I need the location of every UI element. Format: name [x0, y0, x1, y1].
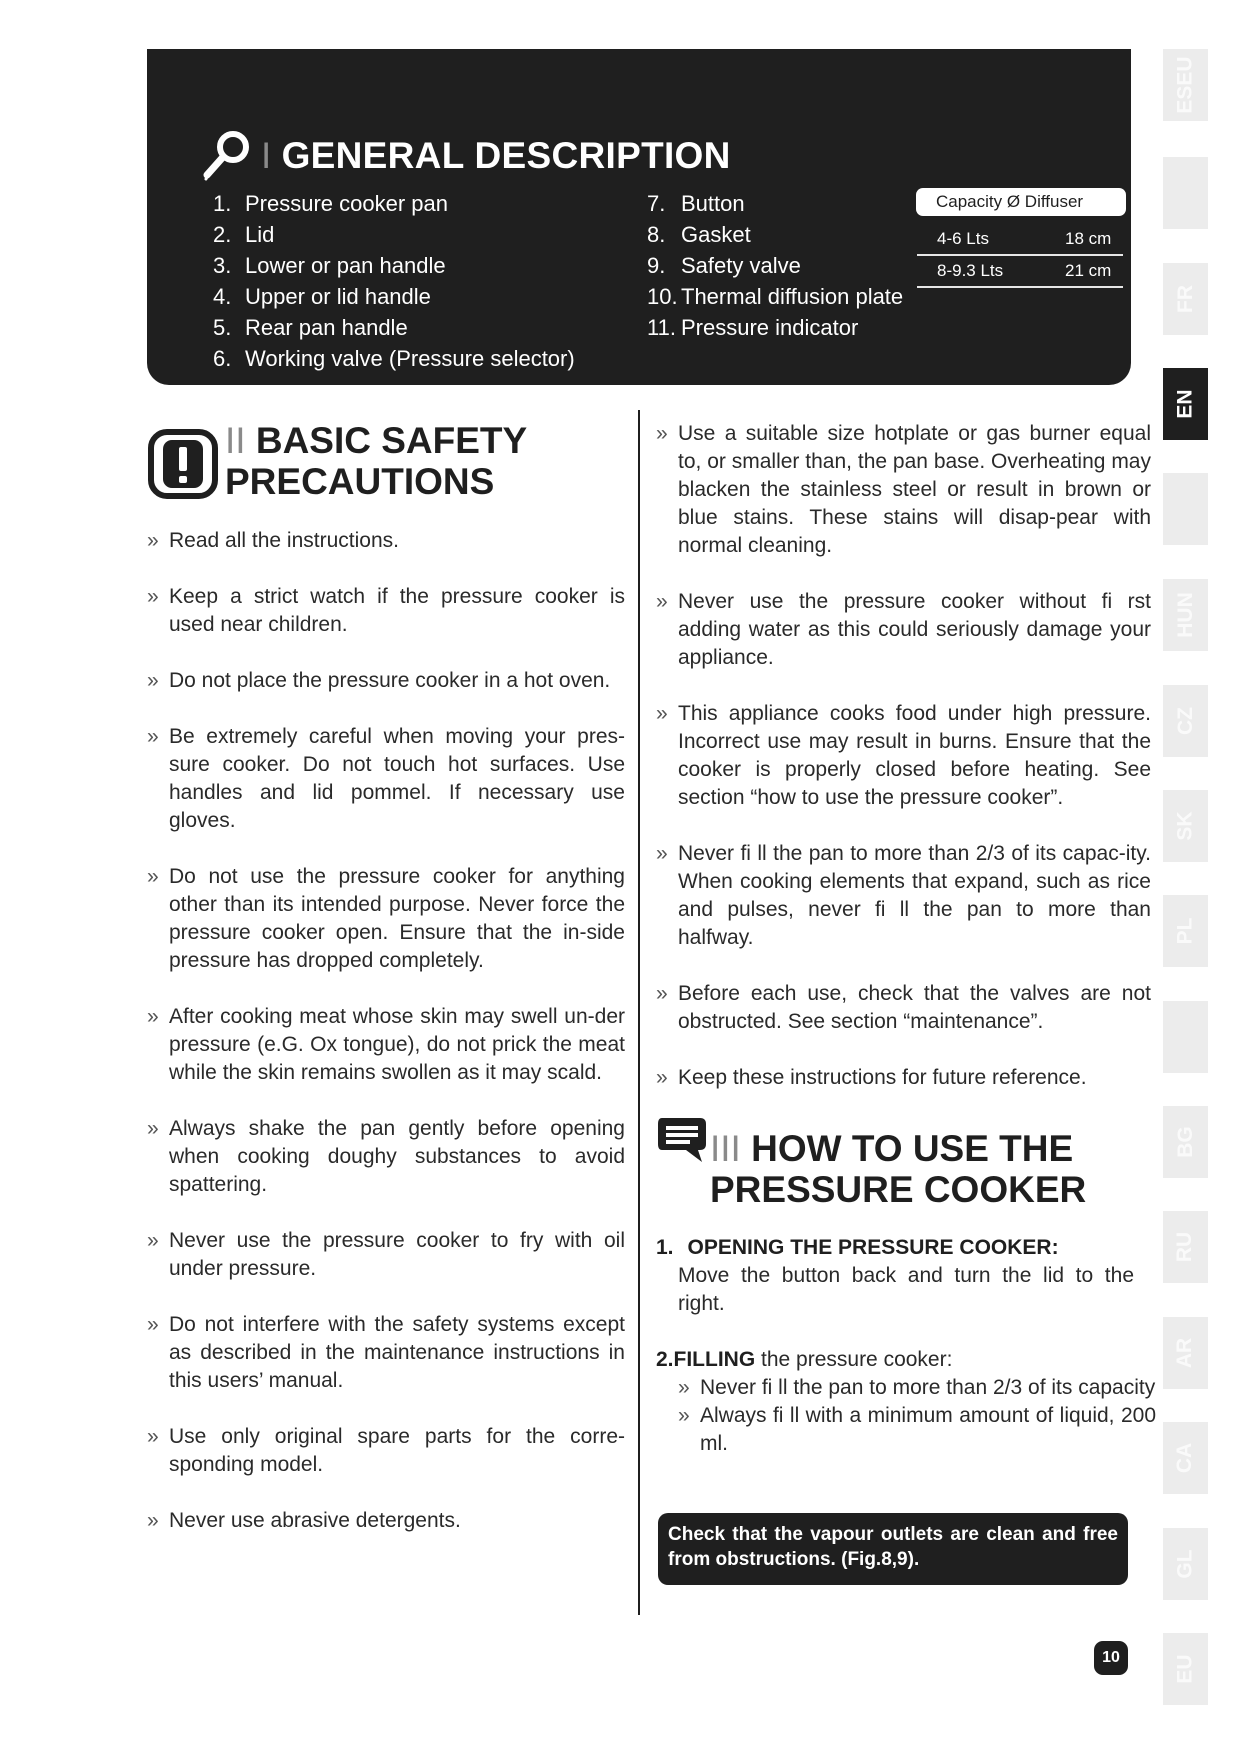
step-filling	[656, 1346, 1156, 1458]
list-item: » Use a suitable size hotplate or gas burner equal to, or smaller than, the pan base. Overheating may blacken the stainless steel or result in brown or blue stains. These stains will disap-pear with normal cleaning.	[656, 422, 1151, 557]
step-text: Move the button back and turn the lid to the right.	[678, 1264, 1134, 1315]
list-item: » Never fi ll the pan to more than 2/3 of its capacity	[678, 1376, 1156, 1399]
tab-sk[interactable]: SK	[1163, 790, 1208, 862]
section-title-line2: PRECAUTIONS	[225, 461, 495, 502]
right-column	[656, 420, 1156, 1458]
list-item: 4. Upper or lid handle	[213, 284, 431, 309]
warning-icon	[147, 428, 219, 500]
list-item: 5. Rear pan handle	[213, 315, 408, 340]
list-item: 11. Pressure indicator	[647, 315, 859, 340]
section-title: GENERAL DESCRIPTION	[281, 135, 731, 176]
list-item: » Do not interfere with the safety systems except as described in the maintenance instructions in this users’ manual.	[147, 1313, 625, 1392]
tab-hun[interactable]: HUN	[1163, 579, 1208, 651]
tab-fr[interactable]: FR	[1163, 263, 1208, 335]
tab-bg[interactable]: BG	[1163, 1106, 1208, 1178]
list-item: » Keep these instructions for future reference.	[656, 1066, 1087, 1089]
capacity-table	[917, 224, 1123, 288]
list-item: » Never fi ll the pan to more than 2/3 of its capac-ity. When cooking elements that expand, such as rice and pulses, never fi ll the pan to more than halfway.	[656, 842, 1151, 949]
tab-blank[interactable]	[1163, 473, 1208, 545]
how-to-use-heading	[656, 1114, 1151, 1210]
list-item: 6. Working valve (Pressure selector)	[213, 346, 575, 371]
list-item: » Keep a strict watch if the pressure cooker is used near children.	[147, 585, 625, 636]
list-item: 1. Pressure cooker pan	[213, 191, 448, 216]
section-title-line1: BASIC SAFETY	[255, 420, 528, 461]
capacity-cell: 8-9.3 Lts	[937, 261, 1004, 280]
list-item: » Use only original spare parts for the corre-sponding model.	[147, 1425, 625, 1476]
list-item: » Read all the instructions.	[147, 529, 399, 552]
list-item: » Always shake the pan gently before opening when cooking doughy substances to avoid spattering.	[147, 1117, 625, 1196]
tab-pl[interactable]: PL	[1163, 895, 1208, 967]
tab-gl[interactable]: GL	[1163, 1528, 1208, 1600]
list-item: 9. Safety valve	[647, 253, 801, 278]
section-title-line2: PRESSURE COOKER	[710, 1169, 1087, 1210]
step-opening	[656, 1234, 1151, 1318]
list-item: » Before each use, check that the valves are not obstructed. See section “maintenance”.	[656, 982, 1151, 1033]
section-roman-numeral: III	[710, 1128, 741, 1169]
list-item: » Never use the pressure cooker to fry with oil under pressure.	[147, 1229, 625, 1280]
diffuser-cell: 18 cm	[1065, 229, 1112, 248]
list-item: » Never use the pressure cooker without fi rst adding water as this could seriously damage your appliance.	[656, 590, 1151, 669]
step-text: the pressure cooker:	[755, 1348, 953, 1371]
column-divider	[638, 410, 640, 1615]
list-item: » Always fi ll with a minimum amount of liquid, 200 ml.	[678, 1404, 1156, 1455]
tab-en[interactable]: EN	[1163, 368, 1208, 440]
page-number: 10	[1094, 1641, 1128, 1675]
tab-eu[interactable]: EU	[1163, 1633, 1208, 1705]
list-item: 10. Thermal diffusion plate	[647, 284, 904, 309]
diffuser-cell: 21 cm	[1065, 261, 1112, 280]
capacity-cell: 4-6 Lts	[937, 229, 989, 248]
step-number: 2.	[656, 1348, 674, 1371]
section-roman-numeral: I	[261, 135, 272, 176]
list-item: » Do not use the pressure cooker for anything other than its intended purpose. Never force the pressure cooker open. Ensure that the in-side pressure has dropped completely.	[147, 865, 625, 972]
tab-blank[interactable]	[1163, 157, 1208, 229]
tab-ru[interactable]: RU	[1163, 1211, 1208, 1283]
section-roman-numeral: II	[225, 420, 246, 461]
tab-ar[interactable]: AR	[1163, 1317, 1208, 1389]
tab-eseu[interactable]: ESEU	[1163, 49, 1208, 121]
tab-ca[interactable]: CA	[1163, 1422, 1208, 1494]
list-item: » This appliance cooks food under high pressure. Incorrect use may result in burns. Ensure that the cooker is properly closed before heating. See section “how to use the pressure cooker”.	[656, 702, 1151, 809]
step-heading: OPENING THE PRESSURE COOKER:	[687, 1236, 1059, 1259]
general-description-panel	[147, 49, 1131, 385]
section-title-line1: HOW TO USE THE	[751, 1128, 1074, 1169]
parts-list-right	[647, 188, 903, 343]
vapour-outlets-note: Check that the vapour outlets are clean and free from obstructions. (Fig.8,9).	[658, 1513, 1128, 1585]
list-item: 2. Lid	[213, 222, 275, 247]
basic-safety-column	[147, 420, 625, 1535]
step-heading: FILLING	[673, 1348, 756, 1371]
tab-cz[interactable]: CZ	[1163, 685, 1208, 757]
table-row	[917, 256, 1123, 288]
step-number: 1.	[656, 1236, 674, 1259]
basic-safety-heading	[147, 420, 625, 502]
list-item: » Do not place the pressure cooker in a hot oven.	[147, 669, 611, 692]
table-row	[917, 224, 1123, 256]
capacity-table-header: Capacity Ø Diffuser	[916, 188, 1126, 216]
list-item: » After cooking meat whose skin may swell un-der pressure (e.G. Ox tongue), do not prick the meat while the skin remains swollen as it may scald.	[147, 1005, 625, 1084]
general-description-heading	[199, 129, 731, 183]
list-item: 3. Lower or pan handle	[213, 253, 446, 278]
speech-bubble-icon	[656, 1114, 708, 1166]
list-item: 8. Gasket	[647, 222, 751, 247]
list-item: » Be extremely careful when moving your pres-sure cooker. Do not touch hot surfaces. Use handles and lid pommel. If necessary use gloves.	[147, 725, 625, 832]
list-item: » Never use abrasive detergents.	[147, 1509, 461, 1532]
tab-blank[interactable]	[1163, 1001, 1208, 1073]
wrench-icon	[199, 129, 253, 183]
list-item: 7. Button	[647, 191, 745, 216]
parts-list-left	[213, 188, 575, 374]
